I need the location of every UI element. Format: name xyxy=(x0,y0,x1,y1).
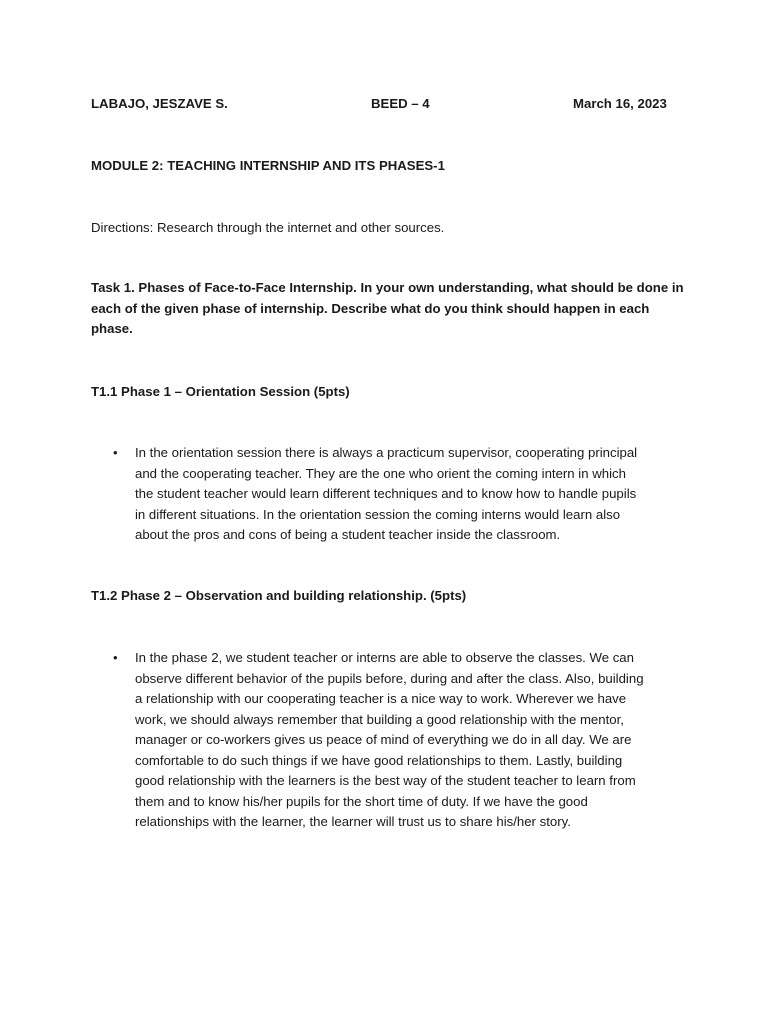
paragraph-line: the student teacher would learn different techniques and to know how to handle pupils xyxy=(135,486,637,501)
paragraph-line: them and to know his/her pupils for the short time of duty. If we have the good xyxy=(135,793,588,809)
directions-text: Directions: Research through the internet and other sources. xyxy=(91,220,445,235)
course-label: BEED – 4 xyxy=(371,96,430,111)
paragraph-line: relationships with the learner, the learner will trust us to share his/her story. xyxy=(135,814,571,829)
task-line: phase. xyxy=(91,321,133,336)
paragraph-line: a relationship with our cooperating teacher is a nice way to work. Wherever we have xyxy=(135,691,627,706)
paragraph-line: observe different behavior of the pupils before, during and after the class. Also, building xyxy=(135,670,644,686)
paragraph-line: comfortable to do such things if we have good relationships to them. Lastly, building xyxy=(135,752,623,768)
bullet-icon: • xyxy=(113,650,118,665)
section-heading-phase-1: T1.1 Phase 1 – Orientation Session (5pts) xyxy=(91,384,350,399)
document-header xyxy=(91,94,691,114)
paragraph-line: manager or co-workers gives us peace of mind of everything we do in all day. We are xyxy=(135,732,632,747)
paragraph-line: and the cooperating teacher. They are the one who orient the coming intern in which xyxy=(135,465,626,481)
task-line: each of the given phase of internship. Describe what do you think should happen in each xyxy=(91,300,650,316)
paragraph-line: good relationship with the learners is the best way of the student teacher to learn from xyxy=(135,773,636,788)
paragraph-line: work, we should always remember that building a good relationship with the mentor, xyxy=(135,711,624,727)
bullet-icon: • xyxy=(113,445,118,460)
document-date: March 16, 2023 xyxy=(573,96,667,111)
paragraph-line: in different situations. In the orientation session the coming interns would learn also xyxy=(135,506,621,522)
paragraph-line: In the orientation session there is always a practicum supervisor, cooperating principal xyxy=(135,445,638,460)
module-title: MODULE 2: TEACHING INTERNSHIP AND ITS PHASES-1 xyxy=(91,158,445,173)
bullet-text xyxy=(135,443,637,546)
paragraph-line: about the pros and cons of being a student teacher inside the classroom. xyxy=(135,527,561,542)
bullet-text xyxy=(135,648,644,833)
task-line: Task 1. Phases of Face-to-Face Internship. In your own understanding, what should be done in xyxy=(91,280,684,295)
student-name: LABAJO, JESZAVE S. xyxy=(91,96,228,111)
section-heading-phase-2: T1.2 Phase 2 – Observation and building relationship. (5pts) xyxy=(91,588,467,603)
task-instructions xyxy=(91,278,691,340)
paragraph-line: In the phase 2, we student teacher or interns are able to observe the classes. We can xyxy=(135,650,634,665)
